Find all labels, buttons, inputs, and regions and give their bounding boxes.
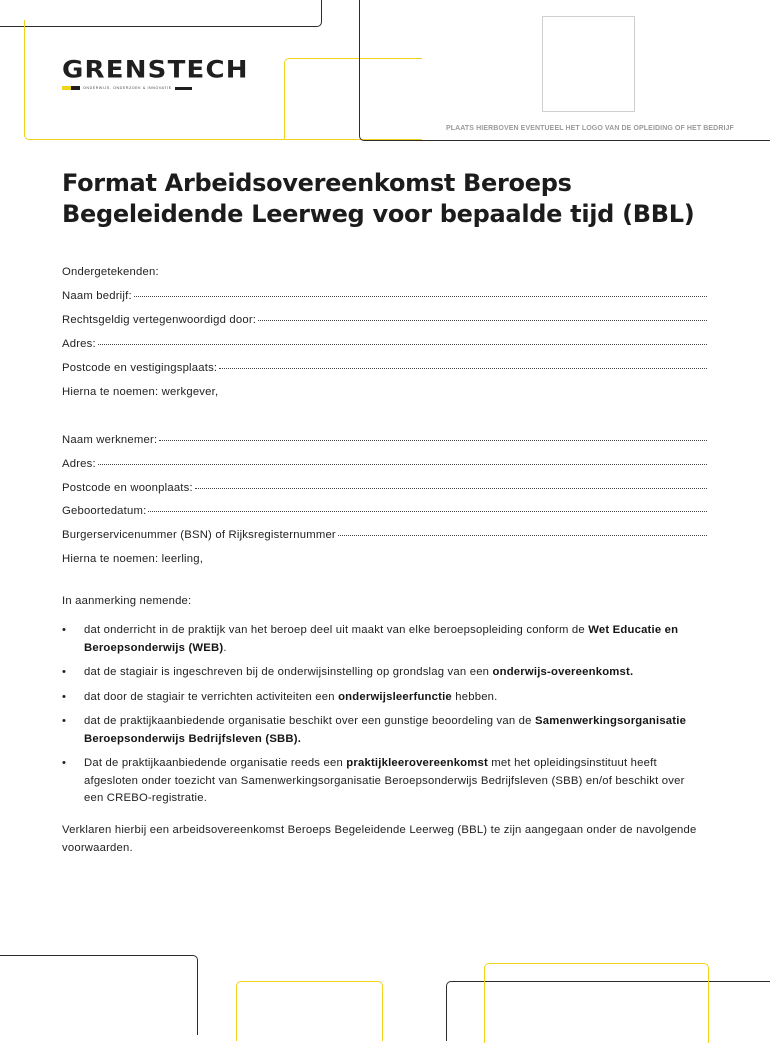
field-employee-address[interactable]: [62, 458, 707, 470]
frame-line-bottom-left: [0, 955, 198, 1035]
list-item: [62, 713, 702, 748]
field-label: Geboortedatum:: [62, 505, 147, 517]
closing-statement: Verklaren hierbij een arbeidsovereenkomst Beroeps Begeleidende Leerweg (BBL) te zijn aangegaan onder de navolgende voorwaarden.: [62, 824, 697, 854]
field-label: Adres:: [62, 338, 96, 350]
accent-line-bottom-middle: [236, 981, 383, 1041]
logo-tagline-strip: [62, 85, 249, 91]
bullet-marker: •: [62, 757, 67, 769]
considering-heading: In aanmerking nemende:: [62, 595, 192, 607]
fill-in-line[interactable]: [338, 535, 707, 536]
fill-in-line[interactable]: [98, 464, 707, 465]
field-legal-representative[interactable]: [62, 314, 707, 326]
bullet-text: Dat de praktijkaanbiedende organisatie reeds een praktijkleerovereenkomst met het opleidingsinstituut heeft afgesloten onder toezicht van Samenwerkingsorganisatie Beroepsonderwijs Bedrijfsleven (SBB) en/of beschikt over een CREBO-registratie.: [84, 757, 685, 804]
employer-note: Hierna te noemen: werkgever,: [62, 386, 219, 398]
accent-line-bottom-right: [484, 963, 709, 1043]
logo-tagline: ONDERWIJS, ONDERZOEK & INNOVATIE: [83, 86, 172, 90]
field-label: Postcode en vestigingsplaats:: [62, 362, 218, 374]
fill-in-line[interactable]: [134, 296, 707, 297]
logo-wordmark: GRENSTECH: [62, 56, 249, 84]
list-item: [62, 689, 702, 707]
intro-text: Ondergetekenden:: [62, 266, 159, 278]
field-label: Naam werknemer:: [62, 434, 158, 446]
list-item: [62, 755, 702, 808]
list-item: [62, 622, 702, 657]
field-employer-address[interactable]: [62, 338, 707, 350]
fill-in-line[interactable]: [148, 511, 707, 512]
field-employee-postcode-city[interactable]: [62, 482, 707, 494]
fill-in-line[interactable]: [98, 344, 707, 345]
list-item: [62, 664, 702, 682]
field-label: Adres:: [62, 458, 96, 470]
bullet-marker: •: [62, 666, 67, 678]
logo-yellow-bar: [62, 86, 71, 90]
employee-note: Hierna te noemen: leerling,: [62, 553, 204, 565]
fill-in-line[interactable]: [159, 440, 707, 441]
fill-in-line[interactable]: [258, 320, 707, 321]
field-bsn-number[interactable]: [62, 529, 707, 541]
fill-in-line[interactable]: [195, 488, 707, 489]
field-label: Postcode en woonplaats:: [62, 482, 193, 494]
field-label: Burgerservicenummer (BSN) of Rijksregisternummer: [62, 529, 336, 541]
logo-end-bar: [175, 87, 192, 90]
bullet-marker: •: [62, 715, 67, 727]
school-logo-placeholder: [542, 16, 635, 112]
bullet-marker: •: [62, 691, 67, 703]
bullet-text: dat onderricht in de praktijk van het beroep deel uit maakt van elke beroepsopleiding conform de Wet Educatie en Beroepsonderwijs (WEB).: [84, 624, 679, 654]
document-title: Format Arbeidsovereenkomst Beroeps Begeleidende Leerweg voor bepaalde tijd (BBL): [62, 169, 695, 228]
bullet-marker: •: [62, 624, 67, 636]
grenstech-logo: [62, 58, 249, 91]
bullet-text: dat de stagiair is ingeschreven bij de onderwijsinstelling op grondslag van een onderwijs-overeenkomst.: [84, 666, 634, 678]
bullet-text: dat de praktijkaanbiedende organisatie beschikt over een gunstige beoordeling van de Samenwerkingsorganisatie Beroepsonderwijs Bedrijfsleven (SBB).: [84, 715, 687, 745]
field-employer-postcode-city[interactable]: [62, 362, 707, 374]
bullet-text: dat door de stagiair te verrichten activiteiten een onderwijsleerfunctie hebben.: [84, 691, 498, 703]
field-company-name[interactable]: [62, 290, 707, 302]
field-label: Rechtsgeldig vertegenwoordigd door:: [62, 314, 257, 326]
field-date-of-birth[interactable]: [62, 505, 707, 517]
fill-in-line[interactable]: [219, 368, 707, 369]
logo-placeholder-note: PLAATS HIERBOVEN EVENTUEEL HET LOGO VAN DE OPLEIDING OF HET BEDRIJF: [446, 125, 734, 132]
field-label: Naam bedrijf:: [62, 290, 132, 302]
field-employee-name[interactable]: [62, 434, 707, 446]
logo-dark-bar: [71, 86, 80, 90]
